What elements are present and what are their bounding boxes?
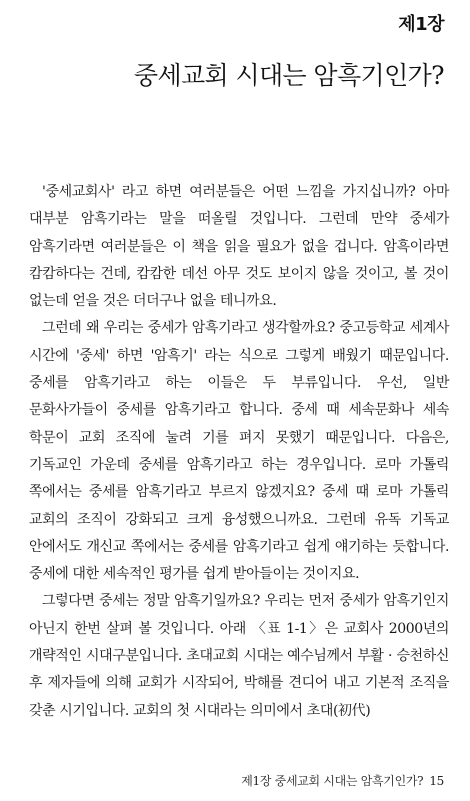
paragraph-3: 그렇다면 중세는 정말 암흑기일까요? 우리는 먼저 중세가 암흑기인지 아닌지 한번 살펴 볼 것입니다. 아래 〈표 1-1〉은 교회사 2000년의 개략적인 시대구분입니다. 초대교회 시대는 예수님께서 부활 · 승천하신 후 제자들에 의해 교회가 시작되어, 박해를 견디어 내고 기본적 조직을 갖춘 시기입니다. 교회의 첫 시대라는 의미에서 초대(初代): [29, 593, 449, 719]
paragraph-1: '중세교회사' 라고 하면 여러분들은 어떤 느낌을 가지십니까? 아마 대부분 암흑기라는 말을 떠올릴 것입니다. 그런데 만약 중세가 암흑기라면 여러분들은 이 책을 읽을 필요가 없을 겁니다. 암흑이라면 캄캄하다는 건데, 캄캄한 데선 아무 것도 보이지 않을 것이고, 볼 것이 없는데 얻을 것은 더더구나 없을 테니까요.: [29, 184, 449, 310]
page-footer: [241, 772, 444, 789]
chapter-label: 제1장: [398, 14, 444, 35]
body-text: [29, 179, 449, 725]
paragraph-2: 그런데 왜 우리는 중세가 암흑기라고 생각할까요? 중고등학교 세계사 시간에 '중세' 하면 '암흑기' 라는 식으로 그렇게 배웠기 때문입니다. 중세를 암흑기라고 하는 이들은 두 부류입니다. 우선, 일반 문화사가들이 중세를 암흑기라고 합니다. 중세 때 세속문화나 세속 학문이 교회 조직에 눌려 기를 펴지 못했기 때문입니다. 다음은, 기독교인 가운데 중세를 암흑기라고 하는 경우입니다. 로마 가톨릭 쪽에서는 중세를 암흑기라고 부르지 않겠지요? 중세 때 로마 가톨릭 교회의 조직이 강화되고 크게 융성했으니까요. 그런데 유독 기독교 안에서도 개신교 쪽에서는 중세를 암흑기라고 쉽게 얘기하는 듯합니다. 중세에 대한 세속적인 평가를 쉽게 받아들이는 것이지요.: [29, 320, 449, 583]
page-number: 15: [429, 774, 444, 788]
chapter-title: 중세교회 시대는 암흑기인가?: [133, 61, 444, 90]
running-title: 제1장 중세교회 시대는 암흑기인가?: [241, 774, 424, 788]
